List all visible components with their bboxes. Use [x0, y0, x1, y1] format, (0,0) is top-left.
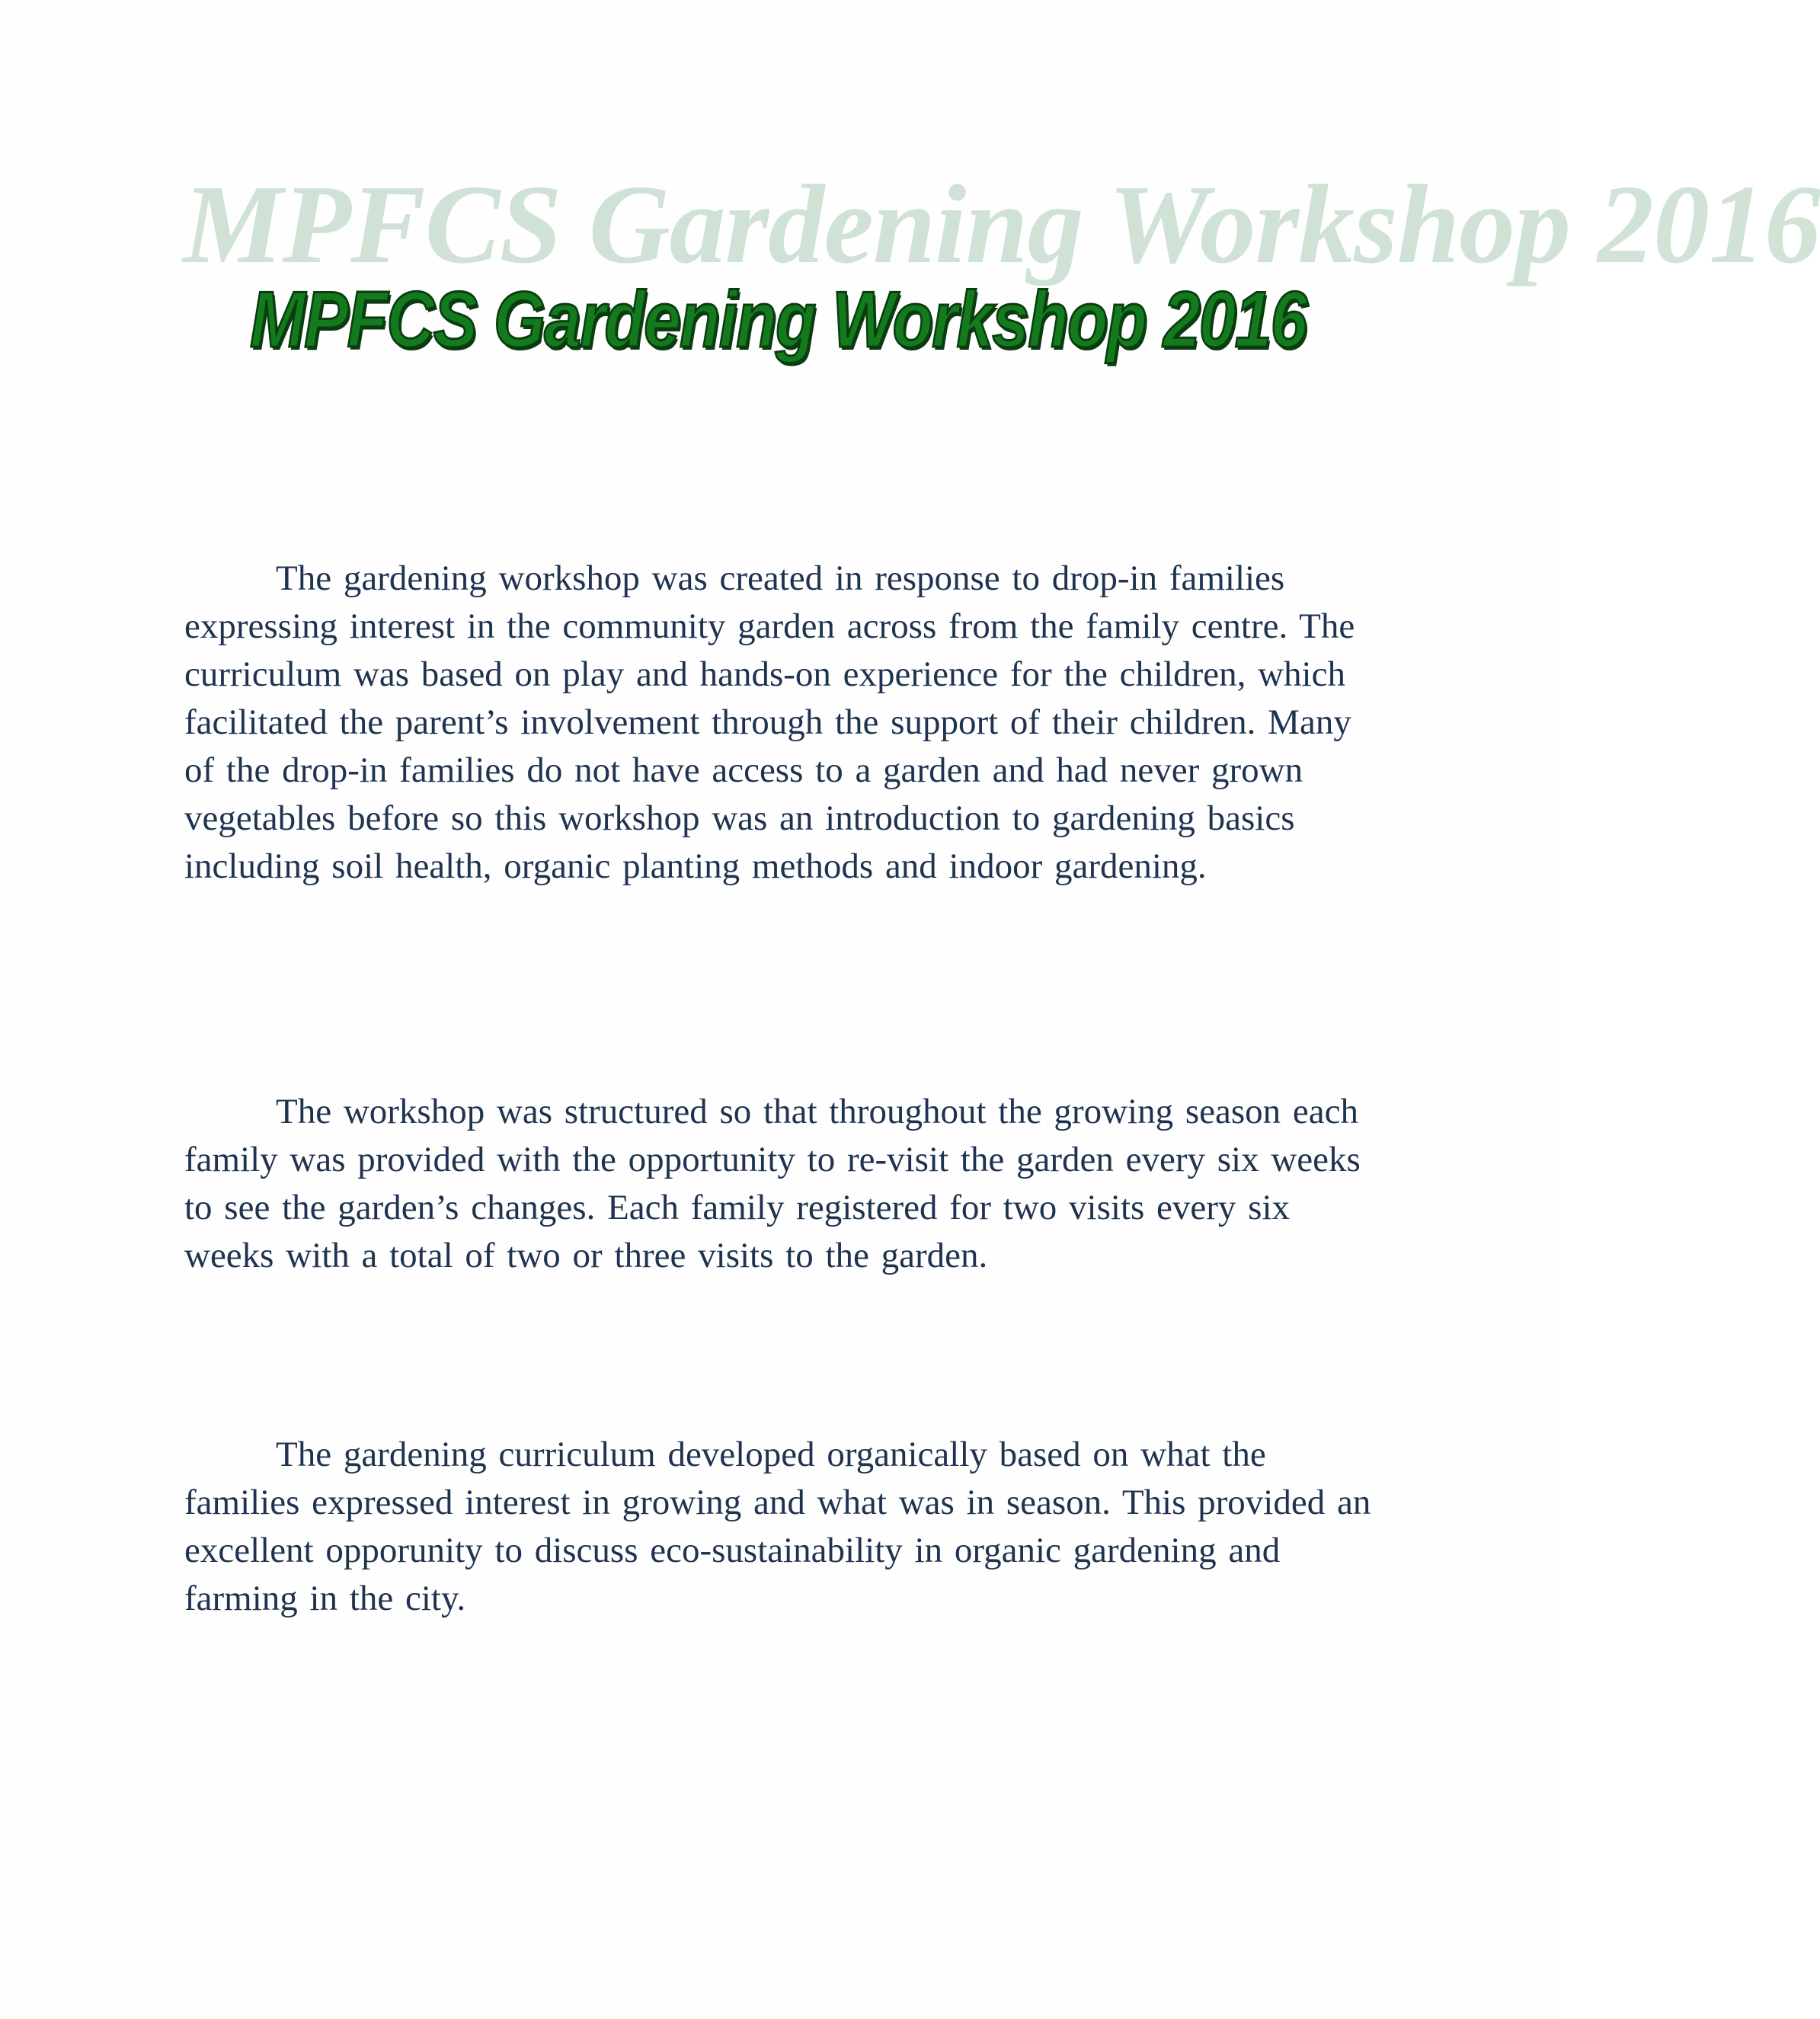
- page-title: MPFCS Gardening Workshop 2016: [250, 276, 1307, 364]
- paragraph-curriculum: The gardening curriculum developed organically based on what the families expressed interest in growing and what was in season. This provided an excellent opporunity to discuss eco-sustainability in organic gardening and farming in the city.: [184, 1435, 1371, 1618]
- paragraph-structure: The workshop was structured so that throughout the growing season each family was provided with the opportunity to re-visit the garden every six weeks to see the garden’s changes. Each family registered for two visits every six weeks with a total of two or three visits to the garden.: [184, 1092, 1361, 1275]
- paragraph-intro: The gardening workshop was created in response to drop-in families expressing interest in the community garden across from the family centre. The curriculum was based on play and hands-on experience for the children, which facilitated the parent’s involvement through the support of their children. Many of the drop-in families do not have access to a garden and had never grown vegetables before so this workshop was an introduction to gardening basics including soil health, organic planting methods and indoor gardening.: [184, 558, 1355, 886]
- watermark-title: MPFCS Gardening Workshop 2016: [183, 162, 1820, 287]
